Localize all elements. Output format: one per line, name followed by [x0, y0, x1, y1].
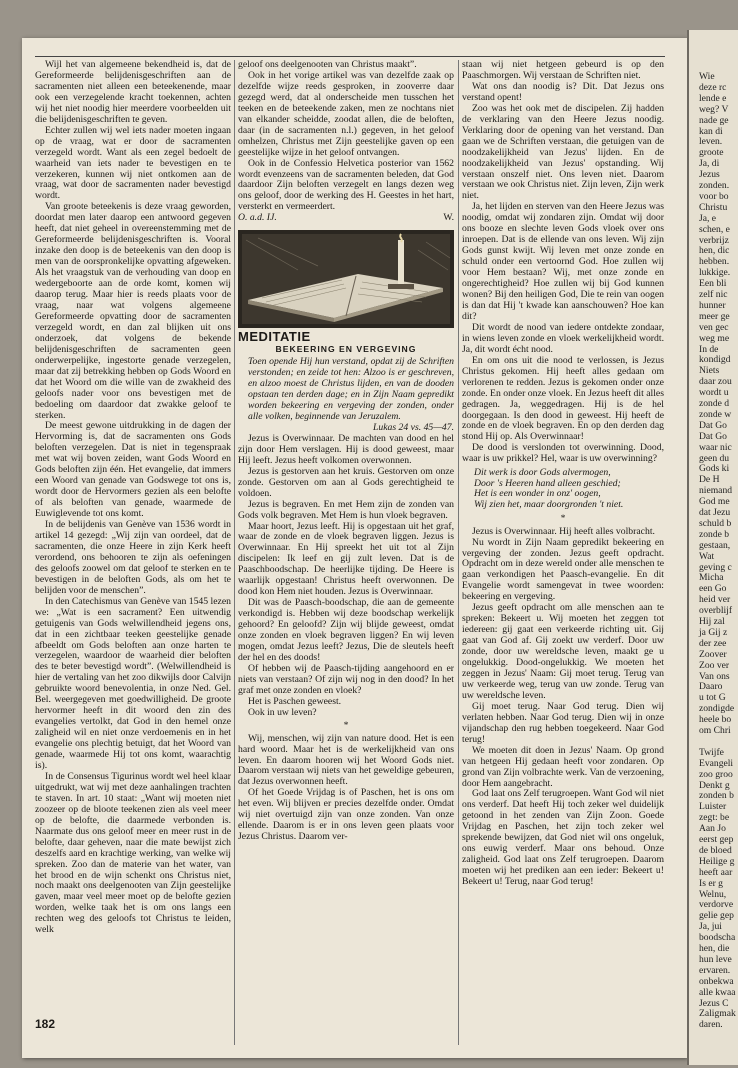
paragraph: Ook in het vorige artikel was van dezelfde zaak op dezelfde wijze reeds gesproken, in zooverre daar gezegd werd, dat al onderscheide men tusschen het teeken en de beteekende zaken, men ze nochtans niet van elkander scheidde, zoodat allen, die de beloften, daar (in de sacramenten n.l.) gegeven, in het geloof omhelzen, Christus met Zijn geestelijke gaven op een geestelijke wijze in het geloof ontvangen.	[238, 69, 454, 158]
edge-text-fragment: lende e	[699, 92, 727, 104]
edge-text-fragment: Wie	[699, 71, 715, 82]
edge-text-fragment: Ja, jui	[699, 921, 722, 933]
edge-text-fragment: Wat	[699, 550, 715, 562]
edge-text-fragment: eerst gep	[699, 834, 734, 845]
edge-text-fragment: zonden.	[699, 180, 730, 191]
edge-text-fragment: alle kwaa	[699, 986, 736, 998]
paragraph: Echter zullen wij wel iets nader moeten ingaan op de vraag, wat er door de sacramenten verzegeld wordt. Want als een zegel bedoelt de waarheid van iets nader te bevestigen en te verzekeren, kunnen wij niet ontkomen aan de vraag, wat door de sacramenten nader bevestigd wordt.	[35, 124, 231, 202]
edge-text-fragment: Micha	[699, 572, 724, 584]
edge-text-fragment: zonden b	[699, 790, 734, 802]
edge-text-fragment: Christu	[699, 201, 728, 213]
edge-text-fragment: kan di	[699, 125, 723, 137]
edge-text-fragment: zonde b	[699, 528, 730, 540]
scripture-quote: Toen opende Hij hun verstand, opdat zij de Schriften verstonden; en zeide tot hen: Alzoo is er geschreven, en alzoo moest de Christus lijden, en van de dooden opstaan ten derden dage; en in Zijn Naam gepredikt worden bekeering en vergeving der zonden, onder alle volken, beginnende van Jeruzalem.	[248, 356, 454, 422]
paragraph: Jezus is begraven. En met Hem zijn de zonden van Gods volk begraven. Met Hem is hun vloek begraven.	[238, 498, 454, 521]
edge-text-fragment: heele bo	[699, 714, 732, 726]
edge-text-fragment: ja Gij z	[699, 626, 728, 638]
paragraph: Ook in de Confessio Helvetica posterior van 1562 wordt evenzeens van de sacramenten beleden, dat God daardoor Zijn beloften verzegelt en langs dezen weg ons geloof, door de werking des H. Geestes in het hart, versterkt en vermeerdert.	[238, 157, 454, 213]
author-initials: O. a.d. IJ.	[238, 212, 277, 224]
paragraph: God laat ons Zelf terugroepen. Want God wil niet ons verderf. Dat heeft Hij toch zeker wel duidelijk getoond in het zenden van Zijn Zoon. Goede Vrijdag en Paschen, het zijn toch zeker wel sprekende bewijzen, dat God niet wil ons ongeluk, ons euwig verderf. Maar ons behoud. Onze zaligheid. God laat ons Zelf terugroepen. Daarom moeten wij het prediken aan een ieder: Bekeert u! Bekeert u! Terug, naar God terug!	[462, 788, 664, 888]
edge-text-fragment: Zaligmak	[699, 1008, 736, 1020]
edge-text-fragment: gelie gep	[699, 910, 734, 922]
edge-text-fragment: hun leve	[699, 953, 732, 965]
edge-text-fragment: leven.	[699, 136, 723, 148]
edge-text-fragment: God me	[699, 496, 730, 508]
paragraph: Jezus geeft opdracht om alle menschen aan te spreken: Bekeert u. Wij moeten het zeggen tot iedereen: gij gaat een verkeerde richting uit. Gij gaat van God af. Gij zoekt uw verderf. Door uw zonde, door uw wereldsche leven, maakt ge u ongelukkig. Dood-ongelukkig. We moeten het zeggen in Jezus' Naam: Gij moet terug. Terug van uw verkeerde weg, terug van uw zonde. Terug van uw wereldsche leven.	[462, 602, 664, 701]
edge-text-fragment: meer ge	[699, 310, 730, 322]
edge-text-fragment: ven gec	[699, 321, 729, 333]
column-1	[35, 60, 231, 936]
edge-text-fragment: daren.	[699, 1019, 723, 1031]
paragraph: Ja, het lijden en sterven van den Heere Jezus was noodig, omdat wij zondaren zijn. Omdat wij door ons booze en slechte leven Gods vloek over ons inroepen. Dat is de ellende van ons leven. Wij zijn Gods gunst kwijt. Wij leven met onze zonde en schuld onder een vertoornd God. Hoe zullen wij voor Hem bestaan? Wij, met onze zonde en ongerechtigheid? Hoe zullen wij bij God kunnen wonen? Bij den heiligen God, Die te rein van oogen is dan dat Hij 't kwade kan aanschouwen? Hoe kan dit?	[462, 201, 664, 322]
edge-text-fragment: hen, die	[699, 943, 730, 954]
edge-text-fragment: geving c	[699, 561, 732, 573]
paragraph: In de Consensus Tigurinus wordt wel heel klaar uitgedrukt, wat wij met deze aanhalingen trachten te staven. In art. 10 staat: „Want wij moeten niet zoozeer op de bloote teekenen zien als veel meer op de belofte, die daarmede verbonden is. Naarmate dus ons geloof meer en meer rust in de belofte, daar geheven, naar die mate bewijst zich deszelfs aard en krachtige werking, van welke wij spreken. Zoo dan de materie van het water, van het brood en de wijn schenkt ons Christus niet, noch maakt ons deelgenooten van Zijn geestelijke gaven, maar veel meer moet op de belofte gezien worden, welke taak het is om ons langs een rechten weg des geloofs tot Christus te leiden, welk	[35, 770, 231, 936]
paragraph: En om ons uit die nood te verlossen, is Jezus Christus gekomen. Hij heeft alles gedaan om verlorenen te redden. Jezus is gekomen onder onze zonde. En onder onze vloek. En Jezus heeft dit alles gedragen. Ja, weggedragen. Hij is de hel doorgegaan. Is den dood in geweest. Hij heeft de zonde en de vloek begraven. En op den derden dag stond Hij op. Als Overwinnaar!	[462, 354, 664, 443]
paragraph: De dood is verslonden tot overwinning. Dood, waar is uw prikkel? Hel, waar is uw overwinning?	[462, 442, 664, 465]
edge-text-fragment: de bloed	[699, 844, 732, 856]
column-2	[238, 60, 454, 843]
edge-text-fragment: kondigd	[699, 354, 731, 366]
edge-text-fragment: Jezus C	[699, 997, 729, 1009]
edge-text-fragment: Is er g	[699, 877, 723, 889]
edge-text-fragment: heeft aar	[699, 866, 733, 878]
edge-text-fragment: niemand	[699, 485, 733, 497]
edge-text-fragment: verbrijz	[699, 234, 729, 246]
edge-text-fragment: geen du	[699, 452, 730, 464]
meditatie-heading: MEDITATIE	[238, 329, 311, 345]
edge-text-fragment: Van ons	[699, 670, 730, 682]
paragraph: Van groote beteekenis is deze vraag geworden, doordat men later daarop een antwoord gegeven heeft, dat niet geheel in overeenstemming met de Gereformeerde belijdenisgeschriften is. Vooral inzake den doop is de beteekenis van den doop is men van de oorspronkelijke opvatting afgeweken. Als het vraagstuk van de verhouding van doop en wedergeboorte aan de orde komt, komen wij daarop terug. Maar hier is reeds plaats voor de vraag, naar wat volgens algemeene Gereformeerde opvatting door de sacramenten verzegeld wordt, en dan zal blijken uit ons onderzoek, dat volgens de bekende belijdenisgeschriften de sacramenten geen onderwerpelijke, ingestorte genade verzegelen, maar dat zij betrekking hebben op Gods Woord en dat het Woord om die wille van de zwakheid des geloofs nader voor ons bevestigen met de bedoeling om daardoor dat zwakke geloof te sterken.	[35, 201, 231, 421]
paragraph: Of het Goede Vrijdag is of Paschen, het is ons om het even. Wij blijven er precies dezelfde onder. Omdat wij niet overtuigd zijn van onze zonden. Van onze ellende. Daarom is er in ons leven geen plaats voor Jezus Christus. Daarom ver-	[238, 787, 454, 843]
paragraph: Dit was de Paasch-boodschap, die aan de gemeente verkondigd is. Hebben wij deze boodschap werkelijk gehoord? En geloofd? Zijn wij blijde geweest, omdat onze zonden en vloek begraven liggen? En wij leven mogen, omdat Jezus leeft? Jezus, Die de sleutels heeft der hel en des doods!	[238, 597, 454, 663]
poem-line: Het is een wonder in onz' oogen,	[474, 488, 601, 500]
edge-text-fragment: zonde w	[699, 408, 732, 420]
edge-text-fragment: Daaro	[699, 681, 723, 693]
edge-text-fragment: heid ver	[699, 594, 731, 606]
edge-text-fragment: Dat Go	[699, 430, 727, 442]
adjacent-page-edge	[687, 30, 738, 1065]
paragraph: Het is Paschen geweest.	[248, 695, 342, 707]
edge-text-fragment: Aan Jo	[699, 823, 726, 835]
edge-text-fragment: hunner	[699, 299, 726, 311]
paragraph: We moeten dit doen in Jezus' Naam. Op grond van hetgeen Hij gedaan heeft voor zondaren. Op grond van Zijn volbrachte werk. Van de verzoening, door Hem aangebracht.	[462, 744, 664, 789]
edge-text-fragment: dat Jezu	[699, 507, 731, 518]
edge-text-fragment: een Go	[699, 583, 727, 595]
edge-text-fragment: Ja, e	[699, 212, 717, 224]
paragraph: Maar hoort, Jezus leeft. Hij is opgestaan uit het graf, waar de zonde en de vloek begraven liggen. Jezus is Overwinnaar. En Hij spreekt het uit tot al Zijn discipelen: Ik leef en gij zult leven. Dat is de Paaschboodschap. De heerlijke tijding. De Heere is waarlijk opgestaan! Christus heeft overwonnen. De dood kon Hem niet houden. Jezus is Overwinnaar.	[238, 520, 454, 598]
edge-text-fragment: hen, dic	[699, 245, 730, 257]
edge-text-fragment: u tot G	[699, 692, 726, 704]
edge-text-fragment: Een bli	[699, 278, 727, 290]
edge-text-fragment: Zoover	[699, 648, 727, 660]
edge-text-fragment: verdorve	[699, 899, 734, 911]
column-rule	[458, 60, 459, 1045]
paragraph: Wij, menschen, wij zijn van nature dood. Het is een hard woord. Maar het is de werkelijkheid van ons leven. En daarom hooren wij het Woord Gods niet. Daarom verstaan wij niets van het geweldige gebeuren, dat Jezus overwonnen heeft.	[238, 732, 454, 788]
edge-text-fragment: boodscha	[699, 932, 736, 944]
edge-text-fragment: Twijfe	[699, 746, 724, 758]
poem-line: Wij zien het, maar doorgronden 't niet.	[474, 499, 624, 511]
edge-text-fragment: waar nic	[699, 441, 732, 453]
edge-text-fragment: zelf nic	[699, 289, 728, 300]
edge-text-fragment: Dat Go	[699, 419, 727, 431]
edge-text-fragment: schuld b	[699, 517, 732, 529]
edge-text-fragment: der zee	[699, 637, 727, 649]
edge-text-fragment: onbekwa	[699, 975, 734, 987]
top-rule	[35, 56, 665, 57]
edge-text-fragment: om Chri	[699, 725, 731, 736]
edge-text-fragment: Evangeli	[699, 757, 734, 769]
edge-text-fragment: Hij zal	[699, 616, 725, 627]
edge-text-fragment: Niets	[699, 365, 720, 377]
edge-text-fragment: zonde d	[699, 398, 730, 409]
edge-text-fragment: daar zou	[699, 376, 732, 388]
edge-text-fragment: schen, e	[699, 223, 730, 235]
edge-text-fragment: lukkige.	[699, 267, 731, 279]
paragraph: Ook in uw leven?	[248, 706, 317, 718]
edge-text-fragment: De H	[699, 474, 720, 486]
paragraph: Wijl het van algemeene bekendheid is, dat de Gereformeerde belijdenisgeschriften aan de sacramenten niet alleen een beteekenende, maar ook een verzegelende kracht toekennen, achten wij het niet noodig hier meerdere voorbeelden uit die belijdenisgeschriften te geven.	[35, 59, 231, 125]
edge-text-fragment: In de	[699, 343, 719, 355]
paragraph: Nu wordt in Zijn Naam gepredikt bekeering en vergeving der zonden. Jezus geeft opdracht. Opdracht om in deze wereld onder alle menschen te gaan verkondigen het Paasch-evangelie. En dit Evangelie wordt samengevat in twee woorden: bekeering en vergeving.	[462, 536, 664, 603]
edge-text-fragment: weg me	[699, 332, 730, 344]
poem-line: Dit werk is door Gods alvermogen,	[474, 467, 611, 479]
signature-line	[238, 213, 454, 224]
edge-text-fragment: wordt u	[699, 387, 729, 399]
edge-text-fragment: Luister	[699, 801, 727, 813]
meditatie-subtitle: BEKEERING EN VERGEVING	[275, 344, 417, 355]
edge-text-fragment: zondigde	[699, 703, 735, 715]
edge-text-fragment: Welnu,	[699, 888, 727, 900]
edge-text-fragment: zegt: be	[699, 812, 730, 824]
edge-text-fragment: groote	[699, 147, 724, 159]
edge-text-fragment: deze rc	[699, 81, 727, 93]
paragraph: Of hebben wij de Paasch-tijding aangehoord en er niets van verstaan? Of zijn wij nog in den dood? In het graf met onze zonden en vloek?	[238, 662, 454, 696]
paragraph: De meest gewone uitdrukking in de dagen der Hervorming is, dat de sacramenten ons Gods beloften verzegelen. Dat is niet in tegenspraak met wat wij boven zeiden, want Gods Woord en Gods beloften zijn één. Het evangelie, dat immers een Woord van genade van Godswege tot ons is, wordt door de Hervormers gezien als een belofte of als beloften van genade, waarmede de Euwiglevende tot ons komt.	[35, 420, 231, 520]
edge-text-fragment: zoo groo	[699, 768, 733, 780]
edge-text-fragment: gestaan,	[699, 539, 731, 551]
paragraph: Wat ons dan noodig is? Dit. Dat Jezus ons verstand opent!	[462, 80, 664, 103]
column-3	[462, 60, 664, 888]
section-divider: *	[343, 719, 349, 731]
paragraph: geloof ons deelgenooten van Christus maakt”.	[238, 59, 417, 70]
scripture-reference: Lukas 24 vs. 45—47.	[372, 421, 454, 433]
paragraph: Gij moet terug. Naar God terug. Dien wij verlaten hebben. Naar God terug. Dien wij in onze vijandschap den rug hebben toegekeerd. Naar God terug!	[462, 700, 664, 745]
edge-text-fragment: voor bo	[699, 190, 729, 202]
edge-text-fragment: weg? V	[699, 103, 729, 115]
paragraph: staan wij niet hetgeen gebeurd is op den Paaschmorgen. Wij verstaan de Schriften niet.	[462, 59, 664, 81]
edge-text-fragment: hebben.	[699, 256, 730, 268]
edge-text-fragment: Heilige g	[699, 855, 735, 867]
paragraph: Dit wordt de nood van iedere ontdekte zondaar, in wiens leven zonde en vloek werkelijkheid wordt. Ja, dit wordt écht nood.	[462, 321, 664, 355]
poem	[474, 468, 664, 510]
edge-text-fragment: Gods ki	[699, 463, 730, 475]
paragraph: Jezus is Overwinnaar. De machten van dood en hel zijn door Hem verslagen. Hij is dood geweest, maar Hij leeft. Jezus heeft volkomen overwonnen.	[238, 432, 454, 466]
paragraph: Jezus is gestorven aan het kruis. Gestorven om onze zonde. Gestorven om aan al Gods gerechtigheid te voldoen.	[238, 465, 454, 499]
open-bible-illustration-icon	[238, 230, 454, 328]
section-divider: *	[560, 512, 566, 524]
edge-text-fragment: Denkt g	[699, 779, 730, 791]
edge-text-fragment: Jezus	[699, 169, 720, 181]
paragraph: In den Catechismus van Genève van 1545 lezen we: „Wat is een sacrament? Een uitwendig getuigenis van Gods welwillendheid jegens ons, dat in een zichtbaar teeken geestelijke genade afbeeldt om Gods beloften aan onze harten te verzegelen, waardoor de waarheid dier beloften des te beter bevestigd wordt”. (Welwillendheid is hier de vertaling van het zoo dikwijls door Calvijn gebruikte woord benevolentia, in onze Ned. Gel. Bel. weergegeven met goedwilligheid. De groote hervormer heeft in dit woord den zin des evangelies vertolkt, dat God in den hemel onze zaligheid wil en niet onze verdoemenis en in het evangelie ons plechtig betuigt, dat het Woord van genade, waarmede Hij tot ons komt, waarachtig is).	[35, 595, 231, 771]
edge-text-fragment: Zoo ver	[699, 659, 730, 671]
paragraph: Jezus is Overwinnaar. Hij heeft alles volbracht.	[472, 525, 655, 537]
page-number: 182	[35, 1017, 56, 1031]
edge-text-fragment: ervaren.	[699, 964, 731, 976]
author-mark: W.	[443, 212, 454, 224]
edge-text-fragment: overblijf	[699, 605, 733, 617]
paragraph: Zoo was het ook met de discipelen. Zij hadden de verklaring van den Heere Jezus noodig. Verklaring door de opening van het verstand. Dan gaan we de Schriften verstaan, die getuigen van de noodzakelijkheid van Jezus' lijden. En de noodzakelijkheid van Jezus' opstanding. Wij verstaan onszelf niet. Ons leven niet. Daarom verstaan we ook Christus niet. Zijn leven, Zijn werk niet.	[462, 102, 664, 202]
edge-text-fragment: nade ge	[699, 114, 729, 126]
edge-text-fragment: Ja, di	[699, 158, 720, 170]
poem-line: Door 's Heeren hand alleen geschied;	[474, 477, 621, 489]
paragraph: In de belijdenis van Genève van 1536 wordt in artikel 14 gezegd: „Wij zijn van oordeel, dat de sacramenten, die onze Heere in zijn Kerk heeft verordend, ons behooren te zijn als oefeningen des geloofs zoowel om dat geloof te sterken en te bevestigen in de beloften Gods, als om het te belijden voor de menschen”.	[35, 519, 231, 596]
column-rule	[234, 60, 235, 1045]
